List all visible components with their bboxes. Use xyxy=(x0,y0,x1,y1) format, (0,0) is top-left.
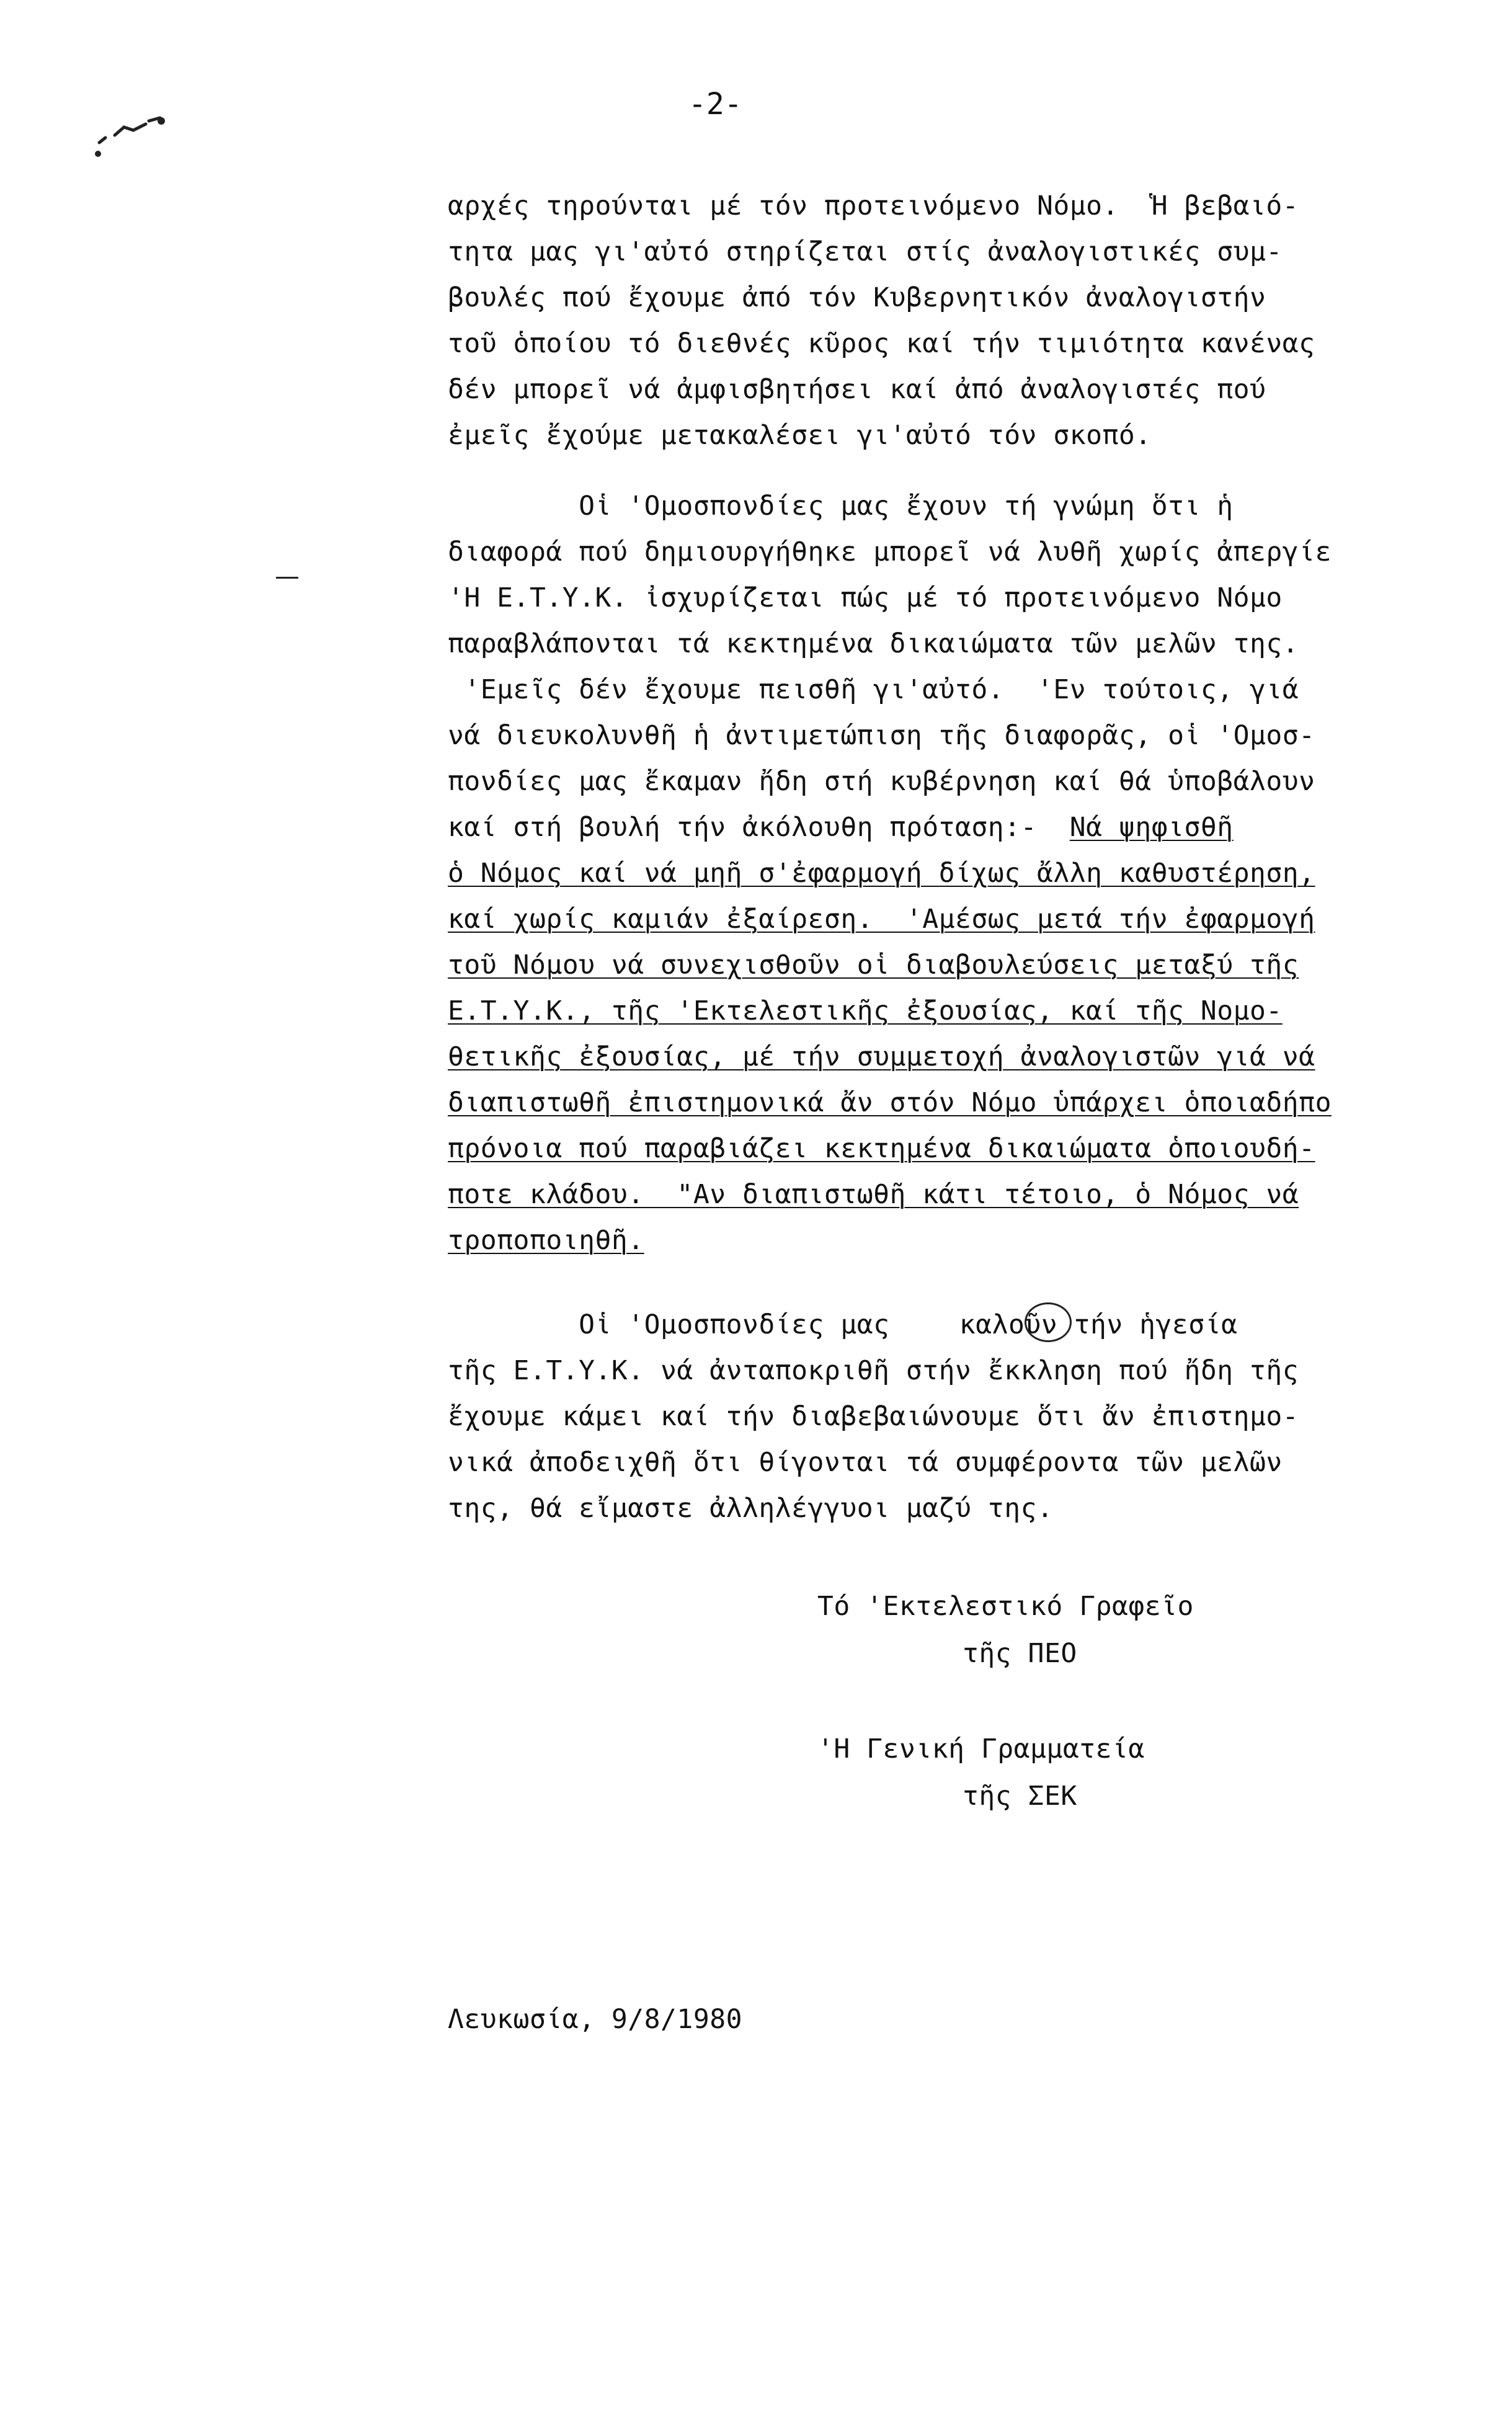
underlined-line: ὁ Νόμος καί νά μηῆ σ'ἐφαρμογή δίχως ἄλλη καθυστέρηση, xyxy=(448,858,1315,889)
underlined-line: θετικῆς ἐξουσίας, μέ τήν συμμετοχή ἀναλογιστῶν γιά νά xyxy=(448,1041,1315,1072)
underlined-line: τροποποιηθῆ. xyxy=(448,1225,644,1256)
signature-secretariat-line2: τῆς ΣΕΚ xyxy=(963,1781,1077,1812)
text-line: νά διευκολυνθῆ ἡ ἀντιμετώπιση τῆς διαφορᾶς, οἱ 'Ομοσ- xyxy=(448,720,1315,751)
ink-blot xyxy=(1025,1302,1072,1342)
text-line: τῆς Ε.Τ.Υ.Κ. νά ἀνταποκριθῆ στήν ἔκκληση πού ἤδη τῆς xyxy=(448,1355,1299,1386)
text-line: τοῦ ὁποίου τό διεθνές κῦρος καί τήν τιμιότητα κανένας xyxy=(448,328,1315,359)
signature-office-line2: τῆς ΠΕΟ xyxy=(963,1638,1077,1669)
text-line: της, θά εἴμαστε ἀλληλέγγυοι μαζύ της. xyxy=(448,1493,1054,1524)
text-line-lead: Οἱ 'Ομοσπονδίες μας xyxy=(448,1309,906,1340)
text-line-rest: καλοῦν τήν ἡγεσία xyxy=(959,1309,1238,1340)
underlined-line: καί χωρίς καμιάν ἐξαίρεση. 'Αμέσως μετά τήν ἐφαρμογή xyxy=(448,904,1315,935)
text-line: ἐμεῖς ἔχούμε μετακαλέσει γι'αὐτό τόν σκοπό. xyxy=(448,420,1152,451)
signature-secretariat-line1: 'Η Γενική Γραμματεία xyxy=(817,1733,1145,1764)
signature-office-line1: Τό 'Εκτελεστικό Γραφεῖο xyxy=(817,1591,1194,1622)
page-number: -2- xyxy=(688,87,742,122)
text-line: πονδίες μας ἔκαμαν ἤδη στή κυβέρνηση καί θά ὑποβάλουν xyxy=(448,766,1315,797)
text-line xyxy=(448,812,1234,842)
margin-dash xyxy=(276,577,298,579)
text-line: νικά ἀποδειχθῆ ὅτι θίγονται τά συμφέροντα τῶν μελῶν xyxy=(448,1447,1283,1478)
text-line: 'Εμεῖς δέν ἔχουμε πεισθῆ γι'αὐτό. 'Εν τούτοις, γιά xyxy=(448,674,1299,705)
text-line xyxy=(448,1310,1237,1340)
text-line-lead: καί στή βουλή τήν ἀκόλουθη πρόταση:- xyxy=(448,812,1070,843)
handwritten-mark-icon xyxy=(87,93,180,167)
underlined-text: Νά ψηφισθῆ xyxy=(1069,812,1234,843)
text-line: Οἱ 'Ομοσπονδίες μας ἔχουν τή γνώμη ὅτι ἡ xyxy=(448,491,1234,522)
underlined-line: διαπιστωθῆ ἐπιστημονικά ἄν στόν Νόμο ὑπάρχει ὁποιαδήπο xyxy=(448,1087,1332,1118)
text-line: δέν μπορεῖ νά ἀμφισβητήσει καί ἀπό ἀναλογιστές πού xyxy=(448,374,1266,405)
text-line: αρχές τηρούνται μέ τόν προτεινόμενο Νόμο. Ἡ βεβαιό- xyxy=(448,190,1299,221)
text-line: παραβλάπονται τά κεκτημένα δικαιώματα τῶν μελῶν της. xyxy=(448,628,1299,659)
underlined-line: Ε.Τ.Υ.Κ., τῆς 'Εκτελεστικῆς ἐξουσίας, καί τῆς Νομο- xyxy=(448,995,1283,1026)
underlined-line: πρόνοια πού παραβιάζει κεκτημένα δικαιώματα ὁποιουδή- xyxy=(448,1133,1315,1164)
text-line: διαφορά πού δημιουργήθηκε μπορεῖ νά λυθῆ χωρίς ἀπεργίε xyxy=(448,536,1332,567)
place-date: Λευκωσία, 9/8/1980 xyxy=(448,2004,742,2035)
text-line: ἔχουμε κάμει καί τήν διαβεβαιώνουμε ὅτι ἄν ἐπιστημο- xyxy=(448,1401,1299,1432)
text-line: τητα μας γι'αὐτό στηρίζεται στίς ἀναλογιστικές συμ- xyxy=(448,236,1283,267)
underlined-line: ποτε κλάδου. "Αν διαπιστωθῆ κάτι τέτοιο, ὁ Νόμος νά xyxy=(448,1179,1299,1210)
underlined-line: τοῦ Νόμου νά συνεχισθοῦν οἱ διαβουλεύσεις μεταξύ τῆς xyxy=(448,950,1299,981)
text-line: 'Η Ε.Τ.Υ.Κ. ἰσχυρίζεται πώς μέ τό προτεινόμενο Νόμο xyxy=(448,582,1283,613)
text-line: βουλές πού ἔχουμε ἀπό τόν Κυβερνητικόν ἀναλογιστήν xyxy=(448,282,1266,313)
